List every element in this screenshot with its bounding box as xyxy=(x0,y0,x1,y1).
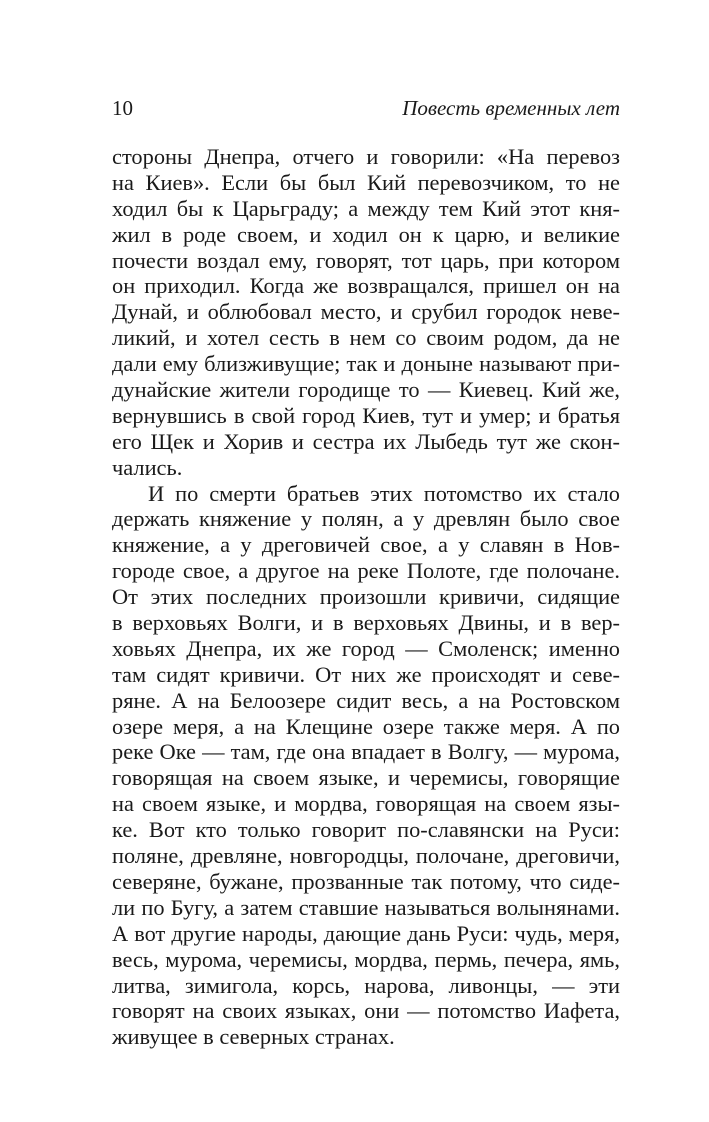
page-number: 10 xyxy=(112,96,133,120)
text-line: он приходил. Когда же возвращался, пришел он на xyxy=(112,273,620,299)
text-line: ли по Бугу, а затем ставшие называться волынянами. xyxy=(112,894,620,920)
text-line: От этих последних произошли кривичи, сидящие xyxy=(112,584,620,610)
text-line: говорящая на своем языке, и черемисы, говорящие xyxy=(112,765,620,791)
text-line: дали ему близживущие; так и доныне называют при- xyxy=(112,351,620,377)
text-line: ке. Вот кто только говорит по-славянски на Руси: xyxy=(112,817,620,843)
text-line: вернувшись в свой город Киев, тут и умер; и братья xyxy=(112,402,620,428)
text-line: в верховьях Волги, и в верховьях Двины, и в вер- xyxy=(112,610,620,636)
text-line: там сидят кривичи. От них же происходят и севе- xyxy=(112,661,620,687)
running-title: Повесть временных лет xyxy=(402,96,620,120)
text-line: княжение, а у дреговичей свое, а у славян в Нов- xyxy=(112,532,620,558)
body-text xyxy=(112,144,620,1050)
text-line: почести воздал ему, говорят, тот царь, при котором xyxy=(112,247,620,273)
text-line: ликий, и хотел сесть в нем со своим родом, да не xyxy=(112,325,620,351)
text-line: жил в роде своем, и ходил он к царю, и великие xyxy=(112,221,620,247)
page-header xyxy=(112,93,620,123)
text-line: держать княжение у полян, а у древлян было свое xyxy=(112,506,620,532)
text-line: ховьях Днепра, их же город — Смоленск; именно xyxy=(112,635,620,661)
text-line: Дунай, и облюбовал место, и срубил городок неве- xyxy=(112,299,620,325)
text-line: его Щек и Хорив и сестра их Лыбедь тут же скон- xyxy=(112,428,620,454)
text-line: озере меря, а на Клещине озере также меря. А по xyxy=(112,713,620,739)
text-line: чались. xyxy=(112,454,183,480)
text-line: стороны Днепра, отчего и говорили: «На перевоз xyxy=(112,144,620,169)
text-line: реке Оке — там, где она впадает в Волгу, — мурома, xyxy=(112,739,620,765)
text-line: городе свое, а другое на реке Полоте, где полочане. xyxy=(112,558,620,584)
text-line: живущее в северных странах. xyxy=(112,1024,395,1050)
text-line: на Киев». Если бы был Кий перевозчиком, то не xyxy=(112,169,620,195)
text-line: северяне, бужане, прозванные так потому, что сиде- xyxy=(112,868,620,894)
text-line: ходил бы к Царьграду; а между тем Кий этот кня- xyxy=(112,195,620,221)
text-line: А вот другие народы, дающие дань Руси: чудь, меря, xyxy=(112,920,620,946)
paragraph-2 xyxy=(112,481,620,1051)
text-line: И по смерти братьев этих потомство их стало xyxy=(148,480,620,506)
text-line: поляне, древляне, новгородцы, полочане, дреговичи, xyxy=(112,843,620,869)
paragraph-1 xyxy=(112,144,620,481)
text-line: литва, зимигола, корсь, нарова, ливонцы, — эти xyxy=(112,972,620,998)
text-line: весь, мурома, черемисы, мордва, пермь, печера, ямь, xyxy=(112,946,620,972)
text-line: дунайские жители городище то — Киевец. Кий же, xyxy=(112,377,620,403)
text-line: на своем языке, и мордва, говорящая на своем язы- xyxy=(112,791,620,817)
text-line: говорят на своих языках, они — потомство Иафета, xyxy=(112,998,620,1024)
text-line: ряне. А на Белоозере сидит весь, а на Ростовском xyxy=(112,687,620,713)
